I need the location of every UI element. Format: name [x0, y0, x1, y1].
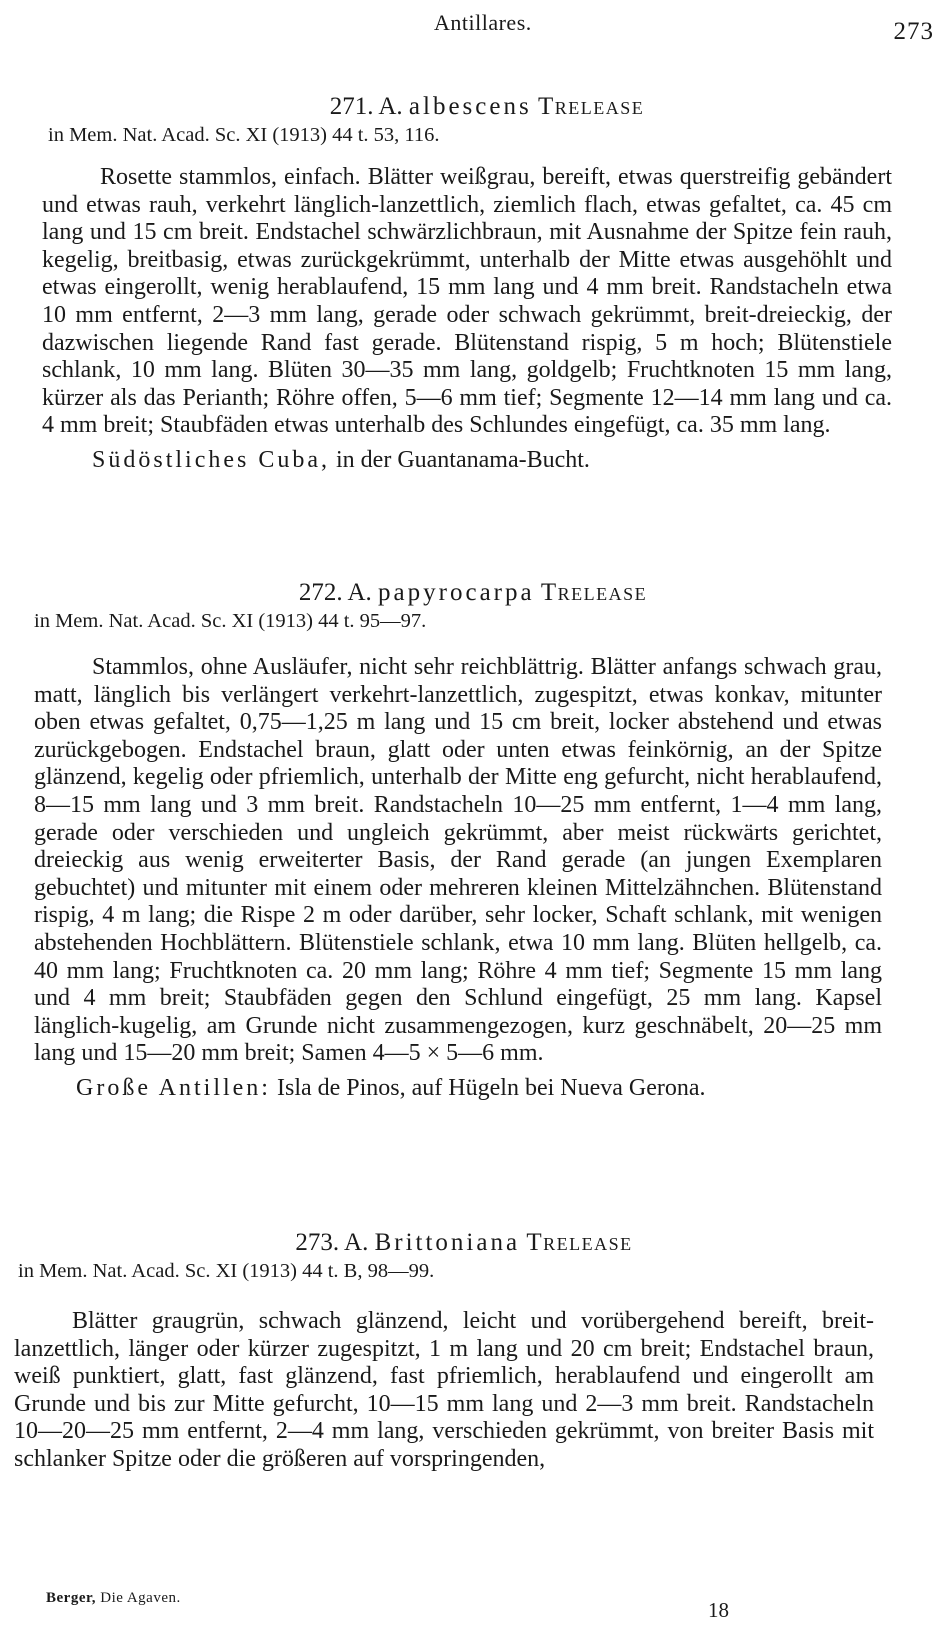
- page-footer: [0, 1590, 952, 1640]
- distribution-locality: Isla de Pinos, auf Hügeln bei Nueva Gerona.: [270, 1074, 706, 1101]
- literature-reference: in Mem. Nat. Acad. Sc. XI (1913) 44 t. 53, 116.: [48, 124, 440, 146]
- description-text: Rosette stammlos, einfach. Blätter weißgrau, bereift, etwas querstreifig gebändert und etwas rauh, verkehrt länglich-lanzettlich, ziemlich flach, etwas gefaltet, ca. 45 cm lang und 15 cm breit. Endstachel schwärzlichbraun, mit Ausnahme der Spitze fein rauh, kegelig, breitbasig, etwas zurückgekrümmt, unterhalb der Mitte etwas ausgehöhlt und etwas eingerollt, wenig herablaufend, 15 mm lang und 4 mm breit. Randstacheln etwa 10 mm entfernt, 2—3 mm lang, gerade oder schwach gekrümmt, breit-dreieckig, der dazwischen liegende Rand fast gerade. Blütenstand rispig, 5 m hoch; Blütenstiele schlank, 10 mm lang. Blüten 30—35 mm lang, goldgelb; Fruchtknoten 15 mm lang, kürzer als das Perianth; Röhre offen, 5—6 mm tief; Segmente 12—14 mm lang und ca. 4 mm breit; Staubfäden etwas unterhalb des Schlundes eingefügt, ca. 35 mm lang.: [42, 164, 892, 439]
- signature-mark: 18: [708, 1598, 729, 1622]
- species-name: Brittoniana: [374, 1229, 521, 1256]
- species-author: Trelease: [540, 579, 648, 606]
- species-author: Trelease: [526, 1229, 633, 1256]
- species-number: 271. A.: [329, 93, 403, 120]
- species-name: albescens: [408, 93, 532, 120]
- literature-reference: in Mem. Nat. Acad. Sc. XI (1913) 44 t. 95—97.: [34, 610, 427, 632]
- distribution: [76, 1074, 882, 1102]
- species-description: [42, 164, 892, 440]
- species-heading: [42, 92, 892, 122]
- species-description: [14, 1308, 874, 1474]
- running-head-title: Antillares.: [434, 10, 532, 35]
- distribution-region: Südöstliches Cuba,: [92, 446, 330, 473]
- species-author: Trelease: [537, 93, 645, 120]
- species-entry-271: [42, 92, 892, 474]
- footer-source: [46, 1590, 181, 1607]
- footer-book: Die Agaven.: [96, 1590, 181, 1606]
- species-entry-273: [14, 1228, 874, 1474]
- species-heading: [14, 1228, 874, 1258]
- distribution: [92, 446, 892, 474]
- running-head: [0, 10, 952, 50]
- species-number: 272. A.: [298, 579, 372, 606]
- distribution-region: Große Antillen:: [76, 1074, 271, 1101]
- species-description: [34, 654, 882, 1068]
- species-name: papyrocarpa: [378, 579, 535, 606]
- species-heading: [34, 578, 882, 608]
- footer-author: Berger,: [46, 1590, 97, 1606]
- literature-reference: in Mem. Nat. Acad. Sc. XI (1913) 44 t. B, 98—99.: [18, 1260, 435, 1282]
- species-entry-272: [34, 578, 882, 1102]
- description-text: Blätter graugrün, schwach glänzend, leicht und vorübergehend bereift, breit-lanzettlich, länger oder kürzer zugespitzt, 1 m lang und 20 cm breit; Endstachel braun, weiß punktiert, glatt, fast glänzend, fast pfriemlich, herablaufend und eingerollt am Grunde und bis zur Mitte gefurcht, 10—15 mm lang und 2—3 mm breit. Randstacheln 10—20—25 mm entfernt, 2—4 mm lang, verschieden gekrümmt, von breiter Basis mit schlanker Spitze oder die größeren auf vorspringenden,: [14, 1308, 874, 1472]
- distribution-locality: in der Guantanama-Bucht.: [330, 446, 590, 473]
- species-number: 273. A.: [295, 1229, 369, 1256]
- page-number: 273: [893, 18, 934, 45]
- description-text: Stammlos, ohne Ausläufer, nicht sehr reichblättrig. Blätter anfangs schwach grau, matt, länglich bis verlängert verkehrt-lanzettlich, zugespitzt, etwas konkav, mitunter oben etwas gefaltet, 0,75—1,25 m lang und 15 cm breit, locker abstehend und etwas zurückgebogen. Endstachel braun, glatt oder unten etwas feinkörnig, an der Spitze glänzend, kegelig oder pfriemlich, unterhalb der Mitte eng gefurcht, nicht herablaufend, 8—15 mm lang und 3 mm breit. Randstacheln 10—25 mm entfernt, 1—4 mm lang, gerade oder verschieden und ungleich gekrümmt, aber meist rückwärts gerichtet, dreieckig aus wenig erweiterter Basis, der Rand gerade (an jungen Exemplaren gebuchtet) und mitunter mit einem oder mehreren kleinen Mittelzähnchen. Blütenstand rispig, 4 m lang; die Rispe 2 m oder darüber, sehr locker, Schaft schlank, mit wenigen abstehenden Hochblättern. Blütenstiele schlank, etwa 10 mm lang. Blüten hellgelb, ca. 40 mm lang; Fruchtknoten ca. 20 mm lang; Röhre 4 mm tief; Segmente 15 mm lang und 4 mm breit; Staubfäden gegen den Schlund eingefügt, 25 mm lang. Kapsel länglich-kugelig, am Grunde nicht zusammengezogen, kurz geschnäbelt, 20—25 mm lang und 15—20 mm breit; Samen 4—5 × 5—6 mm.: [34, 654, 882, 1067]
